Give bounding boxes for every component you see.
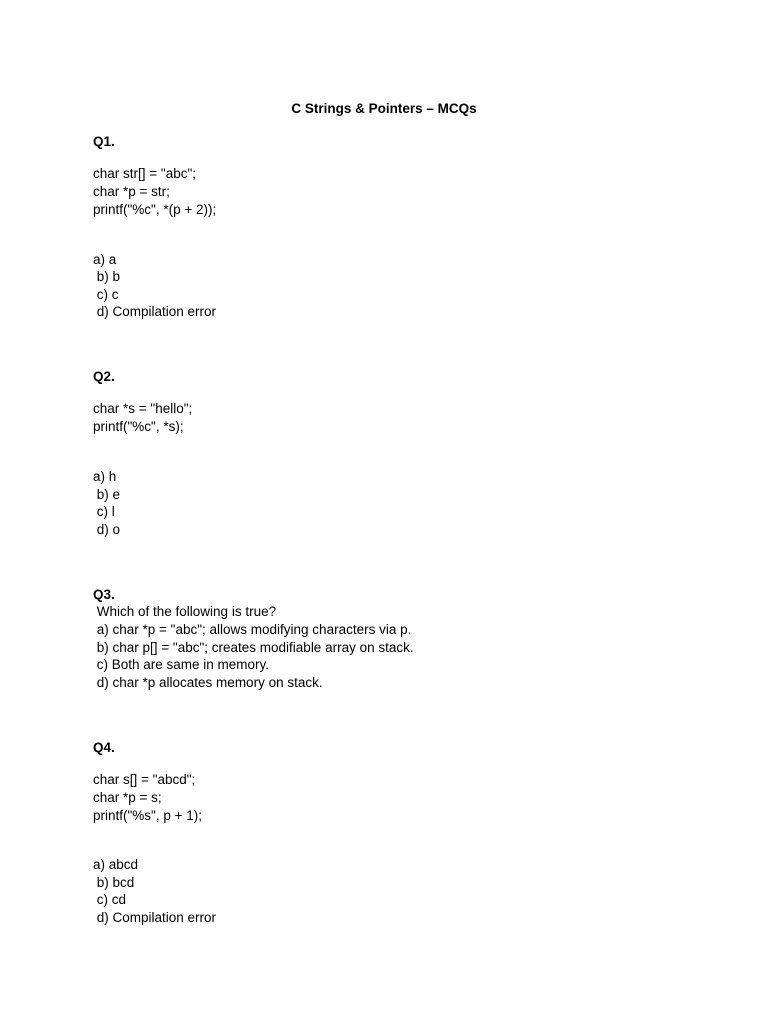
question-1-label: Q1. bbox=[93, 134, 115, 149]
question-2-option-c: c) l bbox=[93, 504, 115, 519]
question-4-option-b: b) bcd bbox=[93, 875, 135, 890]
question-1-option-b: b) b bbox=[93, 269, 121, 284]
question-3-option-d: d) char *p allocates memory on stack. bbox=[93, 675, 323, 690]
question-1-code-line: char *p = str; bbox=[93, 184, 170, 199]
question-1-option-d: d) Compilation error bbox=[93, 304, 217, 319]
question-1-code-line: printf("%c", *(p + 2)); bbox=[93, 202, 217, 217]
question-1-code-line: char str[] = "abc"; bbox=[93, 166, 196, 181]
question-4-option-c: c) cd bbox=[93, 892, 127, 907]
question-4-code-line: char s[] = "abcd"; bbox=[93, 772, 196, 787]
page-title: C Strings & Pointers – MCQs bbox=[291, 101, 477, 116]
question-2-option-a: a) h bbox=[93, 469, 117, 484]
question-3-option-a: a) char *p = "abc"; allows modifying characters via p. bbox=[93, 622, 412, 637]
question-3-option-c: c) Both are same in memory. bbox=[93, 657, 270, 672]
question-2-option-d: d) o bbox=[93, 522, 121, 537]
question-3-prompt: Which of the following is true? bbox=[93, 604, 277, 619]
question-4-code-line: printf("%s", p + 1); bbox=[93, 808, 202, 823]
question-4-option-a: a) abcd bbox=[93, 857, 139, 872]
question-4-code-line: char *p = s; bbox=[93, 790, 162, 805]
question-1-option-c: c) c bbox=[93, 287, 119, 302]
question-4-label: Q4. bbox=[93, 740, 115, 755]
question-2-code-line: char *s = "hello"; bbox=[93, 401, 193, 416]
question-4-option-d: d) Compilation error bbox=[93, 910, 217, 925]
question-2-label: Q2. bbox=[93, 369, 115, 384]
question-3-label: Q3. bbox=[93, 587, 115, 602]
question-2-code-line: printf("%c", *s); bbox=[93, 419, 184, 434]
question-2-option-b: b) e bbox=[93, 487, 121, 502]
question-3-option-b: b) char p[] = "abc"; creates modifiable array on stack. bbox=[93, 640, 414, 655]
question-1-option-a: a) a bbox=[93, 252, 117, 267]
